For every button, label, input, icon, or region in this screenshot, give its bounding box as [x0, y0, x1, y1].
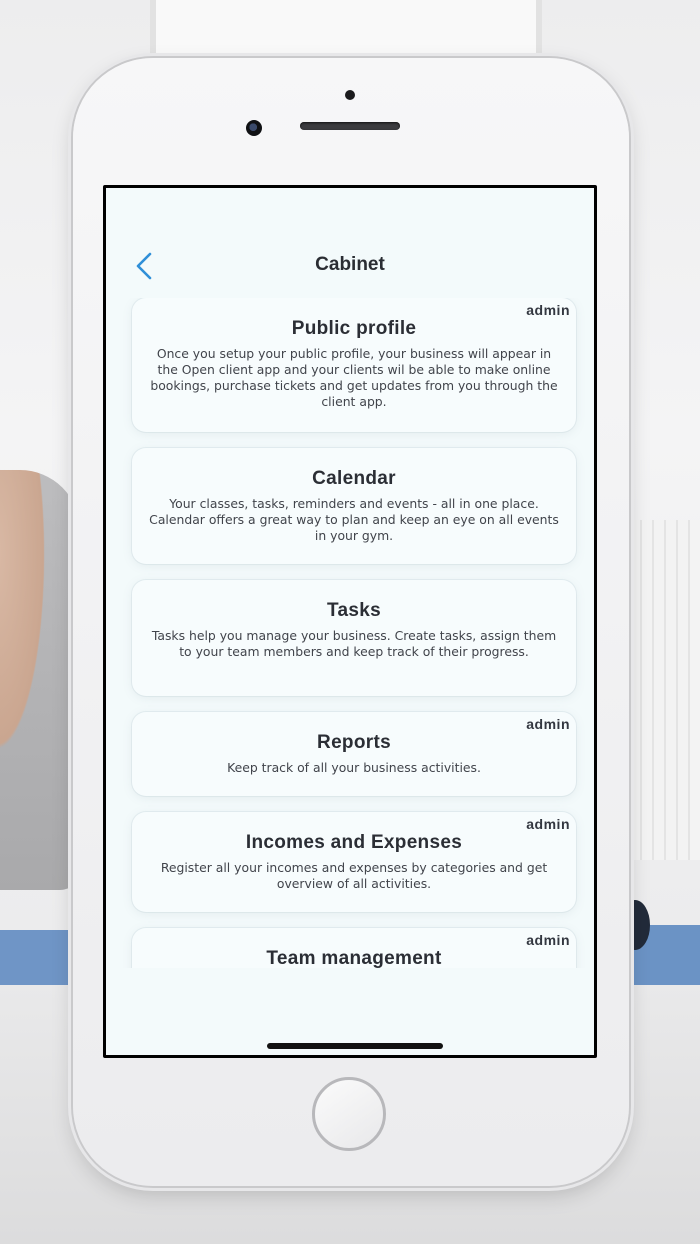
- card-title: Incomes and Expenses: [245, 832, 463, 853]
- admin-badge: admin: [526, 302, 570, 318]
- phone-screen: [103, 185, 597, 1058]
- card-title: Team management: [266, 948, 442, 968]
- card-description: Your classes, tasks, reminders and events - all in one place. Calendar offers a great way to plan and keep an eye on all events in your gym.: [149, 496, 559, 543]
- card-reports[interactable]: [132, 712, 576, 796]
- admin-badge: admin: [526, 816, 570, 832]
- earpiece-speaker: [300, 122, 400, 130]
- home-indicator: [267, 1043, 443, 1049]
- card-calendar[interactable]: [132, 448, 576, 564]
- proximity-sensor: [345, 90, 355, 100]
- admin-badge: admin: [526, 716, 570, 732]
- card-public-profile[interactable]: [132, 298, 576, 432]
- background-yoga-mat: [0, 930, 80, 985]
- card-title: Tasks: [327, 600, 381, 621]
- navigation-bar: [106, 246, 594, 286]
- background-person: [0, 470, 80, 890]
- background-radiator: [630, 520, 700, 860]
- card-title: Reports: [317, 732, 391, 753]
- background-window: [150, 0, 542, 60]
- card-description: Once you setup your public profile, your business will appear in the Open client app and your clients wil be able to make online bookings, purchase tickets and get updates from you through the client app.: [150, 346, 558, 409]
- admin-badge: admin: [526, 932, 570, 948]
- card-tasks[interactable]: [132, 580, 576, 696]
- page-title: Cabinet: [315, 254, 385, 275]
- card-description: Tasks help you manage your business. Create tasks, assign them to your team members and keep track of their progress.: [151, 628, 557, 659]
- card-description: Keep track of all your business activities.: [227, 760, 481, 775]
- card-title: Public profile: [291, 318, 417, 339]
- card-description: Register all your incomes and expenses by categories and get overview of all activities.: [160, 860, 548, 891]
- cabinet-menu-list: [106, 298, 594, 968]
- front-camera-icon: [246, 120, 262, 136]
- card-incomes-expenses[interactable]: [132, 812, 576, 912]
- app-view: [106, 188, 594, 1055]
- home-button[interactable]: [312, 1077, 386, 1151]
- card-team-management[interactable]: [132, 928, 576, 968]
- card-title: Calendar: [312, 468, 396, 489]
